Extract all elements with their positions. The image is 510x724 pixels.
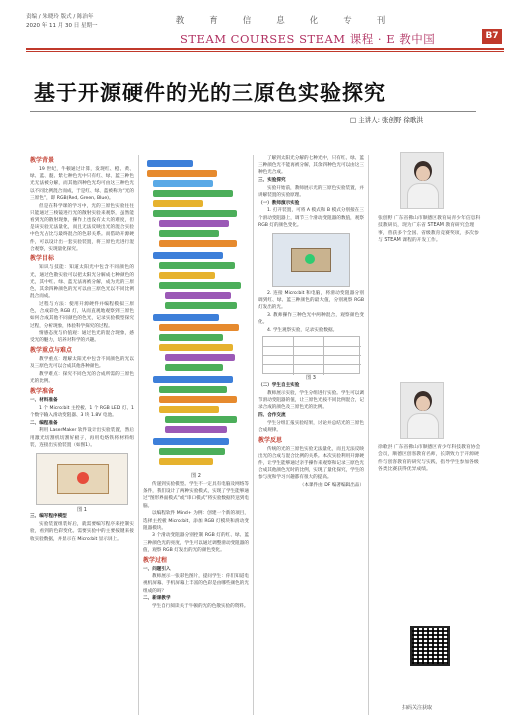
title-divider: [30, 111, 476, 112]
table-line: [293, 337, 294, 375]
code-block: [159, 458, 213, 465]
portrait-body: [407, 413, 439, 439]
code-block: [147, 170, 217, 177]
code-block: [165, 364, 223, 371]
section-heading: 教学反思: [258, 436, 283, 444]
code-block: [159, 406, 219, 413]
paragraph: 3 个滑动变阻器分别控制 RGB 灯的红、绿、蓝三种颜色光的亮度，学生可以通过调整滑动变阻器的值，观察 RGB 灯发出的光的颜色变化。: [143, 533, 249, 553]
paragraph: 知识与技能：知道太阳光中包含不同颜色的光，通过色散实验可以把太阳光分解成七种颜色的光，其中红、绿、蓝无法再被分解，成为光的三原色，其余四种颜色的光可以由三原色光以不同比例混合而成。: [30, 265, 134, 300]
code-block: [159, 262, 235, 269]
table-line: [263, 364, 361, 365]
section-name: STEAM COURSES STEAM 课程 · E 教中国: [180, 32, 436, 46]
paragraph: 实验装置组装好后，就需要编写程序来控制实验，看到的色彩变化。需要实验中的主要按键来接收实验数据，并显示在 Micro:bit 显示屏上。: [30, 522, 134, 542]
table-line: [263, 355, 361, 356]
column-3: [258, 155, 364, 720]
subheading: 二、编程准备: [30, 420, 58, 426]
code-block: [165, 302, 237, 309]
section-heading: 教学过程: [143, 556, 168, 564]
experiment-photo: [272, 233, 350, 287]
column-separator: [253, 155, 254, 715]
column-separator: [368, 155, 369, 715]
code-block: [159, 230, 219, 237]
subheading: （一）教师演示实验: [258, 200, 300, 206]
footer-note: （本课件由 DF 编著编辑出品）: [299, 483, 364, 489]
subheading: 三、编写程序模型: [30, 514, 67, 520]
figure-3-table: [262, 336, 360, 374]
author-bio: 张创野 广东省佛山市顺德区教育局青少年信息科技教研员，现为广东省 STEAM 教育研究会理事，曾获多个全国、省级教育竞赛奖项，多次参与 STEAM 课程的开发工作。: [378, 216, 481, 243]
code-block: [165, 416, 237, 423]
photo-slot: [258, 230, 364, 290]
paragraph: 教学难点：探究不同色光的合成所需的三原色光的比例。: [30, 372, 134, 385]
figure-2-code: [143, 156, 249, 470]
header-rule-thin: [26, 51, 504, 52]
code-block: [153, 200, 203, 207]
code-block: [165, 292, 231, 299]
code-block: [153, 180, 213, 187]
subheading: 三、实验探究: [258, 178, 286, 184]
portrait-face: [416, 396, 430, 411]
code-block: [147, 160, 193, 167]
table-line: [323, 337, 324, 375]
section-heading: 教学准备: [30, 387, 55, 395]
paragraph: 以编程软件 Mind+ 为例：创建一个新的项目，选择主控板 Micro:bit，添加 RGB 灯模块和滑动变阻器模块。: [143, 511, 249, 531]
code-block: [159, 344, 233, 351]
code-block: [159, 324, 239, 331]
qr-code-image[interactable]: [410, 626, 450, 666]
rgb-led: [305, 254, 315, 264]
code-block: [159, 272, 215, 279]
paragraph: 教学重点：理解太阳光中包含不同颜色的光以及三原色光可以合成其他各种颜色。: [30, 357, 134, 370]
code-block: [165, 354, 235, 361]
code-block: [159, 386, 227, 393]
subheading: 一、问题引入: [143, 566, 171, 572]
page-number: B7: [482, 29, 502, 44]
paragraph: 传递到实验模型。学生不一定具有电脑及网络等条件，我们设计了两种实验模式，实现了学生能够通过“图形界面模式”或“串口模式”将实验数据传送到电脑。: [143, 482, 249, 509]
subheading: 一、材料准备: [30, 397, 58, 403]
figure-caption: 图 1: [77, 507, 87, 514]
paragraph: 3. 教师操作三种色光中两种混合，观察颜色变化。: [258, 312, 364, 325]
code-block: [153, 314, 219, 321]
code-block: [159, 396, 237, 403]
portrait-body: [407, 183, 439, 209]
code-block: [153, 376, 233, 383]
column-2: [143, 481, 249, 721]
column-1: [30, 155, 134, 720]
section-heading: 教学重点与难点: [30, 347, 73, 355]
code-block: [159, 220, 229, 227]
portrait-face: [416, 166, 430, 181]
article-title: 基于开源硬件的光的三原色实验探究: [34, 81, 386, 105]
paragraph: 传统的光的三原色实验无法量化，而且无法反映出光的合成与混合比例的关系。本次实验利用开源硬件，让学生能够通过亲手操作来观察和记录三原色光合成其他颜色光时的比例，实现了量化探究，学生的参与度和学习兴趣都有很大的提高。: [258, 446, 364, 481]
code-block: [159, 282, 241, 289]
paragraph: 教师展示一张彩色图片，提问学生：你们知道电视机屏幕、手机屏幕上丰富的色彩是由哪些颜色的光组成的吗？: [143, 574, 249, 594]
paragraph: 学生分组汇报实验结果，讨论并总结光的三原色合成规律。: [258, 420, 364, 433]
subheading: 四、合作交流: [258, 413, 286, 419]
paragraph: 过程与方法：使用开源硬件并编程模拟三原色，合成彩色 RGB 灯，从而直观地观察到三原色如何合成其他不同颜色的色光，记录实验模型探究过程，分析现象，体验科学探究的过程。: [30, 301, 134, 329]
date-line: 2020 年 11 月 30 日 星期一: [26, 23, 98, 29]
paragraph: 4. 学生观察实验，记录实验数据。: [267, 327, 338, 333]
paragraph: 教师展示实验，学生分组进行实验。学生可以调节滑动变阻器的值，让三原色光按不同比例混合，记录合成的颜色及三原色光的比例。: [258, 390, 364, 411]
table-line: [263, 346, 361, 347]
figure-caption: 图 3: [306, 375, 316, 382]
byline: □ 主讲人: 张创野 徐歌洪: [350, 116, 424, 124]
code-block: [159, 334, 223, 341]
section-heading: 教学背景: [30, 157, 55, 164]
author-photo: [400, 152, 444, 209]
code-block: [153, 210, 237, 217]
paragraph: 学生自行阅读关于牛顿的光的色散实验的资料。: [152, 604, 249, 610]
section-heading: 教学目标: [30, 255, 55, 263]
paragraph: 实验开始前，教师展示光的三原色实验装置，并讲解装置的实验原理。: [258, 185, 364, 199]
code-block: [159, 240, 237, 247]
figure-1-image: [36, 453, 128, 505]
column-separator: [138, 155, 139, 715]
subheading: 二、新课教学: [143, 596, 171, 602]
figure-1-slot: [30, 449, 134, 513]
paragraph: 利用 LaserMaker 软件设计出实验装置，然后用激光切割机切割好板子，再用电烙铁将材料组装，连接出实验装置（如图1）。: [30, 428, 134, 448]
author-photo: [400, 382, 444, 439]
qr-caption: 扫码关注获取: [402, 705, 433, 711]
paragraph: 19 世纪，牛顿通过计算，发现红、橙、黄、绿、蓝、靛、紫七种色光中只有红、绿、蓝三种色光无法被分解，而其他四种色光均可由这三种色光以不同比例混合而成，于是红、绿、蓝被称为“光的三原色”，即 RGB(Red, Green, Blue)。: [30, 167, 134, 201]
code-block: [165, 426, 227, 433]
paragraph: 2. 连接 Micro:bit 和电脑，将滑动变阻器分别调到红、绿、蓝三种颜色的最大值，分别观察 RGB 灯发出的光。: [258, 290, 364, 310]
code-block: [153, 438, 229, 445]
author-bio: 徐歌洪 广东省佛山市顺德区青少年科技教育协会会员，顺德区创客教育名师，长期致力于开源硬件与创客教育的研究与实践，指导学生参加各级各类比赛获得优异成绩。: [378, 445, 481, 472]
paragraph: 1. 打开装置，可将 A 模式和 B 模式分别接在三个滑动变阻器上，调节三个滑动变阻器的数值，观察 RGB 灯的颜色变化。: [258, 208, 364, 228]
masthead-info: [26, 13, 97, 31]
paragraph: 情感态度与价值观：通过色光的混合现象，感受光的魅力，培养对科学的兴趣。: [30, 331, 134, 344]
editor-line: 责编 / 朱晓玲 版式 / 陈治年: [26, 14, 94, 20]
section-banner: 教育信息化专刊: [175, 16, 411, 26]
figure-3-slot: [258, 334, 364, 382]
code-block: [159, 448, 225, 455]
figure-caption: 图 2: [191, 473, 201, 479]
paragraph: 但是在科学课的学习中，光的三原色实验往往只能通过三棱镜进行光的散射实验来观察，虽然能看到光的散射现象，操作上也没有太大的难度，但是该实验无法量化，而且无法反映出光的混合实验中色光占比与最终混合的色彩关系。而借助开源硬件，可以设计出一套实验装置，将三原色光进行混合观察，实现量化探究。: [30, 203, 134, 252]
paragraph: 1 个 Micro:bit 主控板、1 个 RGB LED 灯、1 个数字输入滑动变阻器、3 块 1.8V 电池。: [30, 405, 134, 418]
code-block: [153, 190, 233, 197]
subheading: （二）学生自主实验: [258, 383, 300, 389]
header-rule: [26, 48, 504, 50]
paragraph: 了解到太阳光分解的七种光中，只有红、绿、蓝三种颜色光不能再被分解，其余四种色光可以由这三种色光合成。: [258, 156, 364, 176]
code-block: [153, 252, 223, 259]
